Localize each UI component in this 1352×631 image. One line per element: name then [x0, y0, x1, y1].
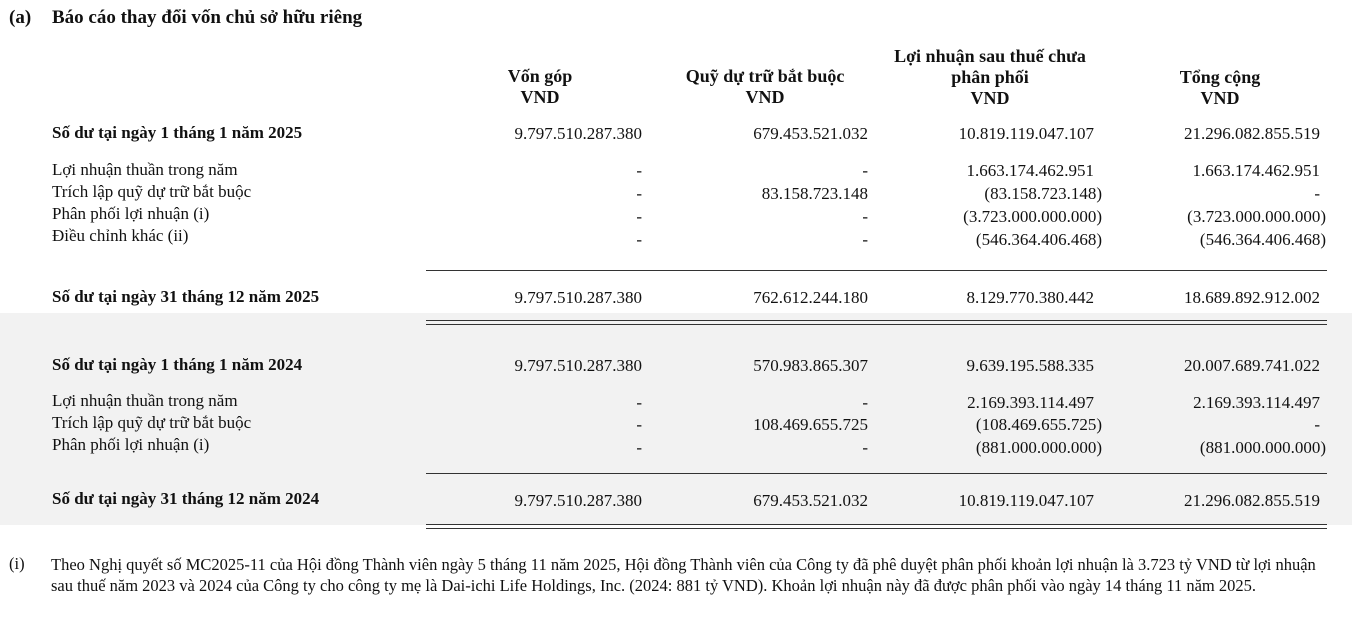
- cell-von-gop: 9.797.510.287.380: [514, 124, 642, 143]
- cell-von-gop: 9.797.510.287.380: [514, 491, 642, 510]
- cell-tong-cong: (546.364.406.468): [1199, 230, 1326, 249]
- subtotal-rule: [426, 270, 1327, 271]
- cell-quy-du-tru: 570.983.865.307: [753, 356, 868, 375]
- cell-tong-cong: 18.689.892.912.002: [1184, 288, 1320, 307]
- subtotal-rule: [426, 473, 1327, 474]
- cell-loi-nhuan: (3.723.000.000.000): [963, 207, 1102, 226]
- cell-von-gop: -: [636, 161, 642, 180]
- cell-tong-cong: 2.169.393.114.497: [1193, 393, 1320, 412]
- cell-quy-du-tru: 679.453.521.032: [753, 124, 868, 143]
- row-label: Lợi nhuận thuần trong năm: [52, 160, 238, 179]
- cell-loi-nhuan: 9.639.195.588.335: [966, 356, 1094, 375]
- cell-loi-nhuan: (881.000.000.000): [975, 438, 1102, 457]
- cell-tong-cong: 21.296.082.855.519: [1184, 491, 1320, 510]
- cell-quy-du-tru: -: [862, 161, 868, 180]
- row-label: Điều chỉnh khác (ii): [52, 226, 189, 245]
- cell-loi-nhuan: 1.663.174.462.951: [966, 161, 1094, 180]
- cell-quy-du-tru: 83.158.723.148: [761, 184, 868, 203]
- row-label: Phân phối lợi nhuận (i): [52, 204, 210, 223]
- total-double-rule: [426, 320, 1327, 325]
- cell-quy-du-tru: 679.453.521.032: [753, 491, 868, 510]
- cell-quy-du-tru: -: [862, 438, 868, 457]
- row-label: Số dư tại ngày 31 tháng 12 năm 2025: [52, 287, 320, 306]
- cell-tong-cong: 20.007.689.741.022: [1184, 356, 1320, 375]
- section-marker: (a): [9, 7, 32, 28]
- cell-von-gop: -: [636, 184, 642, 203]
- cell-loi-nhuan: (108.469.655.725): [975, 415, 1102, 434]
- cell-von-gop: -: [636, 438, 642, 457]
- row-label: Lợi nhuận thuần trong năm: [52, 391, 238, 410]
- cell-tong-cong: (3.723.000.000.000): [1187, 207, 1326, 226]
- total-double-rule: [426, 524, 1327, 529]
- cell-tong-cong: 1.663.174.462.951: [1192, 161, 1320, 180]
- cell-von-gop: 9.797.510.287.380: [514, 356, 642, 375]
- note-text: Theo Nghị quyết số MC2025-11 của Hội đồng Thành viên ngày 5 tháng 11 năm 2025, Hội đồng Thành viên của Công ty đã phê duyệt phân phối khoản lợi nhuận là 3.723 tỷ VND từ lợi nhuận sau thuế năm 2023 và 2024 của Công ty cho công ty mẹ là Dai-ichi Life Holdings, Inc. (2024: 881 tỷ VND). Khoản lợi nhuận này đã được phân phối vào ngày 14 tháng 11 năm 2025.: [51, 555, 1316, 595]
- cell-quy-du-tru: -: [862, 207, 868, 226]
- column-header-tong-cong: Tổng cộng VND: [1179, 67, 1261, 108]
- cell-tong-cong: -: [1314, 415, 1320, 434]
- cell-loi-nhuan: 10.819.119.047.107: [958, 124, 1094, 143]
- cell-tong-cong: -: [1314, 184, 1320, 203]
- cell-loi-nhuan: (546.364.406.468): [975, 230, 1102, 249]
- cell-loi-nhuan: 2.169.393.114.497: [967, 393, 1094, 412]
- row-label: Trích lập quỹ dự trữ bắt buộc: [52, 413, 252, 432]
- row-label: Số dư tại ngày 31 tháng 12 năm 2024: [52, 489, 320, 508]
- cell-loi-nhuan: 10.819.119.047.107: [958, 491, 1094, 510]
- cell-von-gop: -: [636, 230, 642, 249]
- row-label: Số dư tại ngày 1 tháng 1 năm 2024: [52, 355, 303, 374]
- cell-quy-du-tru: -: [862, 393, 868, 412]
- note-marker: (i): [9, 554, 25, 573]
- cell-von-gop: -: [636, 207, 642, 226]
- cell-quy-du-tru: 108.469.655.725: [753, 415, 868, 434]
- row-label: Phân phối lợi nhuận (i): [52, 435, 210, 454]
- column-header-von-gop: Vốn góp VND: [507, 66, 573, 107]
- cell-von-gop: -: [636, 393, 642, 412]
- cell-tong-cong: 21.296.082.855.519: [1184, 124, 1320, 143]
- cell-loi-nhuan: (83.158.723.148): [984, 184, 1102, 203]
- cell-von-gop: 9.797.510.287.380: [514, 288, 642, 307]
- cell-loi-nhuan: 8.129.770.380.442: [966, 288, 1094, 307]
- column-header-loi-nhuan: Lợi nhuận sau thuế chưa phân phối VND: [894, 46, 1086, 108]
- row-label: Trích lập quỹ dự trữ bắt buộc: [52, 182, 252, 201]
- cell-quy-du-tru: 762.612.244.180: [753, 288, 868, 307]
- cell-von-gop: -: [636, 415, 642, 434]
- row-label: Số dư tại ngày 1 tháng 1 năm 2025: [52, 123, 303, 142]
- section-title: Báo cáo thay đổi vốn chủ sở hữu riêng: [52, 7, 363, 28]
- cell-quy-du-tru: -: [862, 230, 868, 249]
- column-header-quy-du-tru: Quỹ dự trữ bắt buộc VND: [685, 66, 845, 107]
- cell-tong-cong: (881.000.000.000): [1199, 438, 1326, 457]
